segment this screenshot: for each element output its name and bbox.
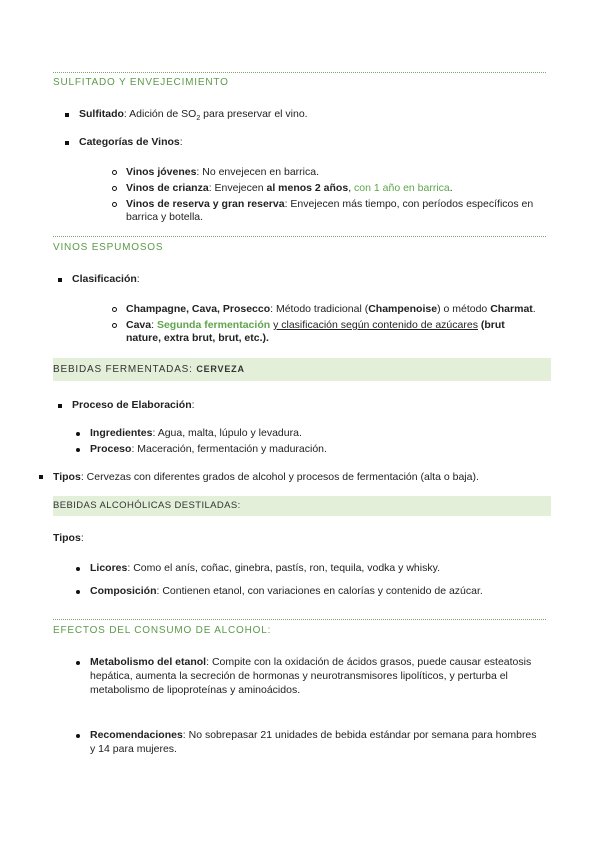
bullet-circle: [112, 202, 117, 207]
item-proceso-elaboracion: Proceso de Elaboración:: [72, 399, 195, 411]
section-band-fermentadas: [53, 358, 551, 381]
item-recomendaciones: Recomendaciones: No sobrepasar 21 unidades de bebida estándar por semana para hombres: [90, 729, 537, 741]
item-vinos-jovenes: Vinos jóvenes: No envejecen en barrica.: [126, 166, 319, 178]
section-heading-fermentadas: BEBIDAS FERMENTADAS: CERVEZA: [53, 364, 245, 375]
item-cava-cont: nature, extra brut, brut, etc.).: [126, 332, 269, 344]
item-cava: Cava: Segunda fermentación y clasificación según contenido de azúcares (brut: [126, 319, 505, 331]
bullet-circle: [112, 307, 117, 312]
bullet-square: [65, 141, 69, 145]
bullet-square: [39, 475, 43, 479]
item-metabolismo-cont: hepática, aumenta la secreción de hormonas y neurotransmisores lipolíticos, y perturba el: [90, 670, 508, 682]
bullet-dot: [76, 448, 80, 452]
item-sulfitado: Sulfitado: Adición de $SO_2$ para preservar el vino.: [79, 108, 308, 123]
item-vinos-reserva-cont: barrica y botella.: [126, 211, 204, 223]
section-heading-sulfitado: SULFITADO Y ENVEJECIMIENTO: [53, 77, 229, 88]
item-champagne: Champagne, Cava, Prosecco: Método tradicional (Champenoise) o método Charmat.: [126, 303, 536, 315]
bullet-dot: [76, 432, 80, 436]
item-vinos-reserva: Vinos de reserva y gran reserva: Envejecen más tiempo, con períodos específicos en: [126, 198, 534, 210]
bullet-circle: [112, 186, 117, 191]
bullet-circle: [112, 170, 117, 175]
item-composicion: Composición: Contienen etanol, con variaciones en calorías y contenido de azúcar.: [90, 585, 483, 597]
item-categorias: Categorías de Vinos:: [79, 136, 183, 148]
bullet-square: [65, 113, 69, 117]
bullet-circle: [112, 323, 117, 328]
bullet-dot: [76, 661, 80, 665]
bullet-square: [58, 278, 62, 282]
item-clasificacion: Clasificación:: [72, 273, 140, 285]
item-ingredientes: Ingredientes: Agua, malta, lúpulo y levadura.: [90, 427, 302, 439]
section-heading-efectos: EFECTOS DEL CONSUMO DE ALCOHOL:: [53, 625, 272, 636]
bullet-dot: [76, 567, 80, 571]
section-heading-espumosos: VINOS ESPUMOSOS: [53, 242, 164, 253]
item-tipos-cerveza: Tipos: Cervezas con diferentes grados de alcohol y procesos de fermentación (alta o baja).: [53, 471, 479, 483]
section-heading-destiladas: BEBIDAS ALCOHÓLICAS DESTILADAS:: [53, 500, 241, 511]
bullet-dot: [76, 590, 80, 594]
item-metabolismo-cont: metabolismo de lipoproteínas y aminoácidos.: [90, 684, 301, 696]
divider: [53, 619, 546, 620]
item-metabolismo: Metabolismo del etanol: Compite con la oxidación de ácidos grasos, puede causar esteatosis: [90, 656, 532, 668]
item-tipos-destiladas: Tipos:: [53, 532, 84, 544]
item-licores: Licores: Como el anís, coñac, ginebra, pastís, ron, tequila, vodka y whisky.: [90, 562, 440, 574]
bullet-square: [58, 404, 62, 408]
item-proceso: Proceso: Maceración, fermentación y maduración.: [90, 443, 327, 455]
bullet-dot: [76, 734, 80, 738]
item-vinos-crianza: Vinos de crianza: Envejecen al menos 2 años, con 1 año en barrica.: [126, 182, 453, 194]
divider: [53, 72, 546, 73]
divider: [53, 236, 546, 237]
item-recomendaciones-cont: y 14 para mujeres.: [90, 743, 177, 755]
section-band-destiladas: [53, 496, 551, 516]
